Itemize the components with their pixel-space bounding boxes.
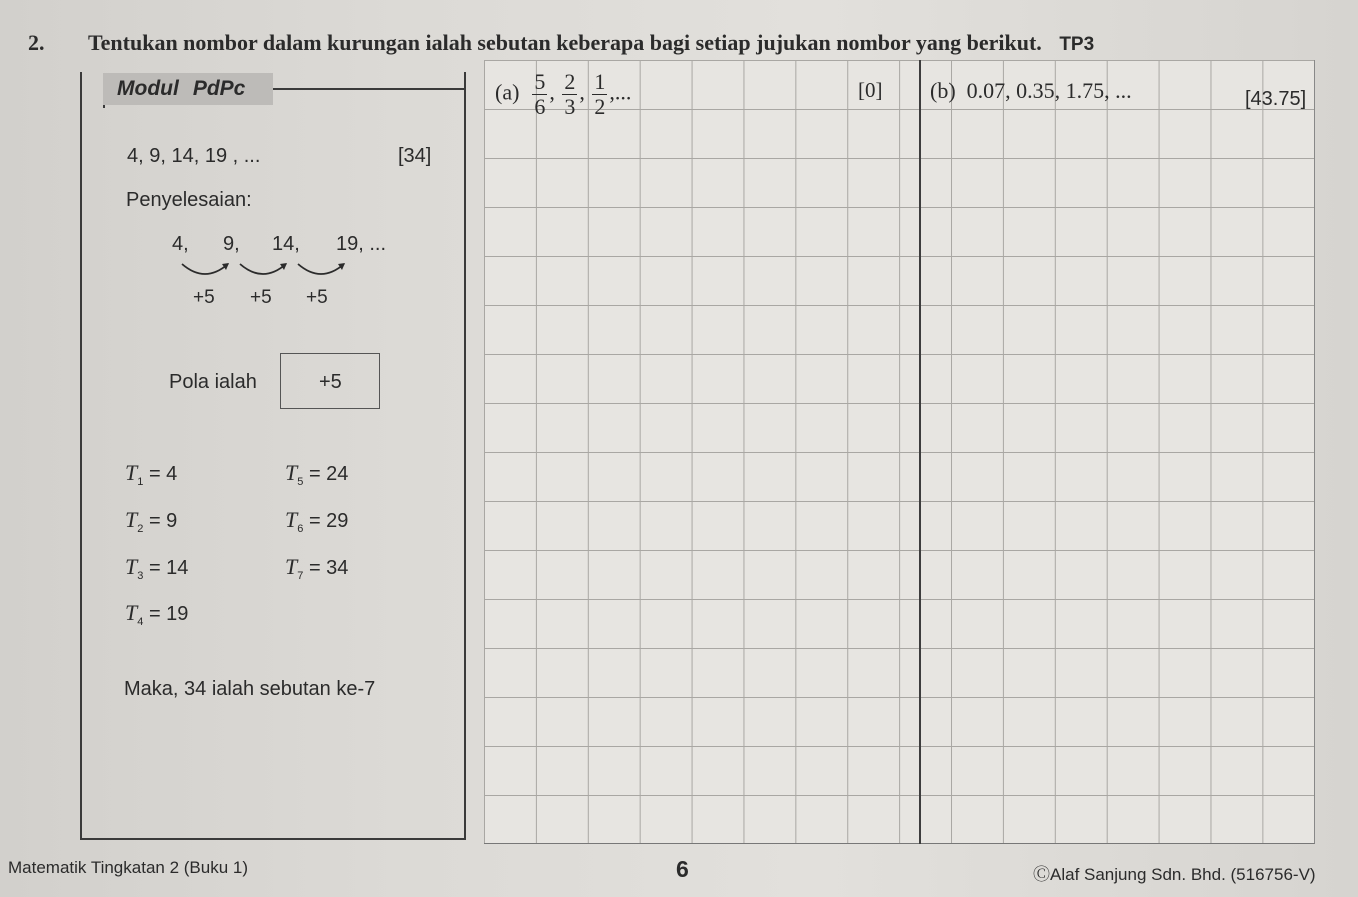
difference-arrow-2 xyxy=(238,262,288,280)
seq-term-1: 4, xyxy=(172,233,189,255)
page-number: 6 xyxy=(676,856,689,882)
footer-book-title: Matematik Tingkatan 2 (Buku 1) xyxy=(8,858,249,877)
part-b-question xyxy=(930,78,1132,104)
grid-divider xyxy=(919,60,921,844)
difference-arrow-3 xyxy=(296,262,346,280)
answer-grid xyxy=(484,60,1315,844)
part-b-bracket: [43.75] xyxy=(1245,88,1307,110)
term-t5: $T_5 = 24$ xyxy=(285,460,349,488)
fraction-3: $\frac{1}{2}$ xyxy=(594,69,606,119)
example-panel-top-border xyxy=(255,88,466,90)
term-t1: $T_1 = 4$ xyxy=(125,460,178,488)
question-text xyxy=(88,30,1094,56)
footer-publisher: ⒸAlaf Sanjung Sdn. Bhd. (516756-V) xyxy=(1033,865,1316,884)
difference-arrow-1 xyxy=(180,262,230,280)
term-t7: $T_7 = 34$ xyxy=(285,554,349,582)
fraction-2: $\frac{2}{3}$ xyxy=(564,69,576,119)
part-a-question: (a) $\frac{5}{6}$ , $\frac{2}{3}$ , $\frac{1}{2}$ ,... xyxy=(495,69,632,119)
tag-word-pdpc: PdPc xyxy=(192,77,246,100)
pattern-label: Pola ialah xyxy=(169,371,257,393)
question-number: 2. xyxy=(28,30,45,55)
term-t3: $T_3 = 14$ xyxy=(125,554,189,582)
difference-3: +5 xyxy=(306,287,328,308)
part-a-bracket: [0] xyxy=(858,78,883,102)
tag-word-modul: Modul xyxy=(117,77,179,100)
example-conclusion: Maka, 34 ialah sebutan ke-7 xyxy=(124,678,376,700)
seq-term-3: 14, xyxy=(272,233,300,255)
seq-term-2: 9, xyxy=(223,233,240,255)
term-t2: $T_2 = 9$ xyxy=(125,507,178,535)
difference-1: +5 xyxy=(193,287,215,308)
part-b-label: (b) xyxy=(930,78,956,103)
example-panel xyxy=(80,72,466,840)
solution-label: Penyelesaian: xyxy=(126,189,252,211)
term-t4: $T_4 = 19$ xyxy=(125,600,189,628)
difference-2: +5 xyxy=(250,287,272,308)
part-b-sequence: 0.07, 0.35, 1.75, ... xyxy=(966,78,1132,103)
modul-pdpc-tag xyxy=(103,73,273,105)
example-bracket: [34] xyxy=(398,145,432,167)
question-text-body: Tentukan nombor dalam kurungan ialah sebutan keberapa bagi setiap jujukan nombor yang berikut. xyxy=(88,30,1042,55)
term-t6: $T_6 = 29$ xyxy=(285,507,349,535)
example-sequence: 4, 9, 14, 19 , ... xyxy=(127,145,261,167)
part-a-label: (a) xyxy=(495,79,520,105)
tp-badge: TP3 xyxy=(1059,34,1095,55)
pattern-value: +5 xyxy=(319,371,342,393)
fraction-1: $\frac{5}{6}$ xyxy=(534,69,546,119)
seq-term-4: 19, ... xyxy=(336,233,387,255)
